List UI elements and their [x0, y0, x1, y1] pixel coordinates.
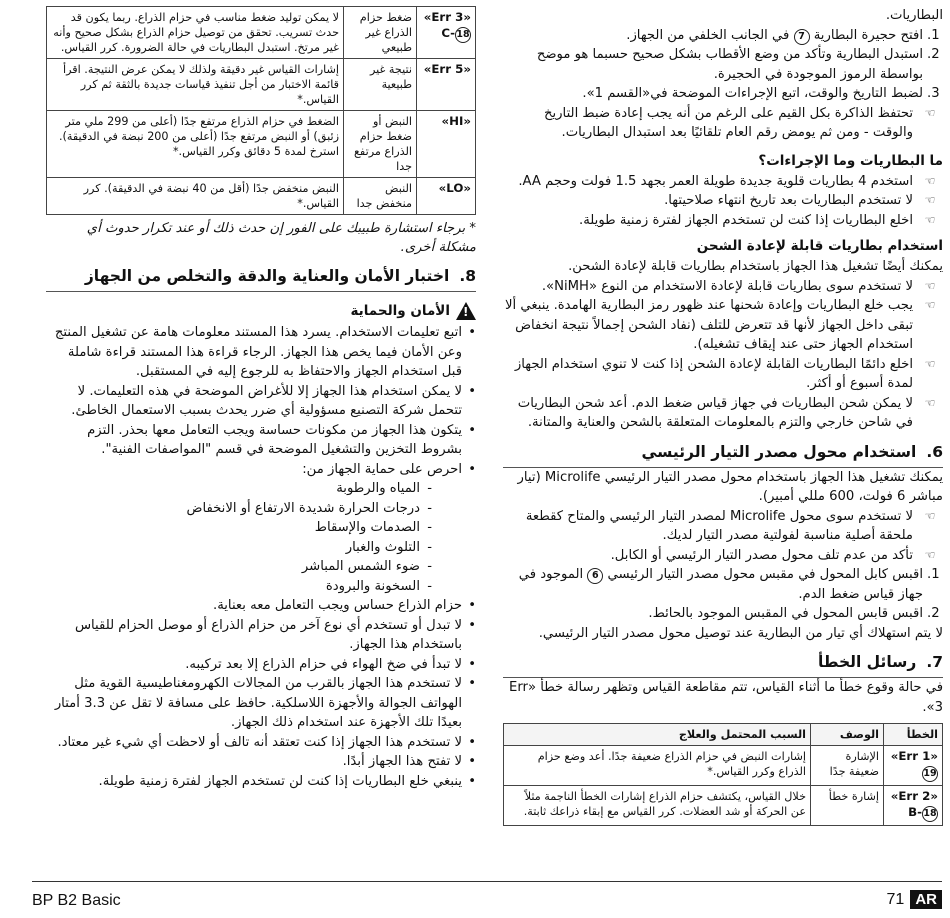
- list-item: - المياه والرطوبة: [46, 479, 442, 499]
- safety-heading: ! الأمان والحماية: [46, 302, 476, 320]
- step-3: 3. لضبط التاريخ والوقت، اتبع الإجراءات الموضحة في«القسم 1».: [582, 86, 940, 101]
- list-item: ☜ لا تستخدم سوى محول Microlife لمصدر التيار الرئيسي والمتاح كقطعة ملحقة أصلية مناسبة لفولتية مصدر التيار لديك.: [503, 507, 943, 546]
- memory-note: ☜ تحتفظ الذاكرة بكل القيم على الرغم من أنه يجب إعادة ضبط التاريخ والوقت - ومن ثم يومض رقم العام تلقائيًا بعد استبدال البطاريات.: [503, 104, 943, 143]
- list-item: - الصدمات والإسقاط: [46, 518, 442, 538]
- list-item: • لا تستخدم هذا الجهاز إذا كنت تعتقد أنه تالف أو لاحظت أي شيء غير معتاد.: [46, 733, 476, 753]
- list-item: - السخونة والبرودة: [46, 577, 442, 597]
- table-row: [47, 111, 476, 178]
- rechargeable-heading: استخدام بطاريات قابلة لإعادة الشحن: [696, 238, 943, 254]
- language-badge: AR: [910, 890, 942, 909]
- table-row: [47, 178, 476, 215]
- left-column: [46, 0, 476, 791]
- warning-triangle-icon: [456, 302, 476, 320]
- list-item: • اتبع تعليمات الاستخدام. يسرد هذا المستند معلومات هامة عن تشغيل المنتج وعن الأمان فيما يخص هذا الجهاز. الرجاء قراءة هذا المستند قراءة شاملة قبل استخدام الجهاز والاحتفاظ به للرجوع إليه في المستقبل.: [46, 323, 476, 382]
- protect-list: [46, 479, 476, 596]
- section-6-note: لا يتم استهلاك أي تيار من البطارية عند توصيل محول مصدر التيار الرئيسي.: [538, 625, 943, 641]
- pointing-hand-icon: ☜: [924, 173, 936, 188]
- list-item: - ضوء الشمس المباشر: [46, 557, 442, 577]
- list-item: ☜ لا تستخدم البطاريات بعد تاريخ انتهاء صلاحيتها.: [503, 191, 943, 211]
- list-item: • يتكون هذا الجهاز من مكونات حساسة ويجب التعامل معها بحذر. التزم بشروط التخزين والتشغيل الموضحة في قسم "المواصفات الفنية".: [46, 421, 476, 460]
- callout-7: 7: [794, 29, 810, 45]
- page-number: 71: [886, 890, 905, 908]
- list-item: • لا تبدل أو تستخدم أي نوع آخر من حزام الذراع أو موصل الحزام للقياس باستخدام هذا الجهاز.: [46, 616, 476, 655]
- list-item: • لا تفتح هذا الجهاز أبدًا.: [46, 752, 476, 772]
- error-cause: إشارات القياس غير دقيقة ولذلك لا يمكن عرض النتيجة. اقرأ قائمة الاختبار من أجل تنفيذ قياسات جديدة بالثقة ثم كرر القياس.*: [47, 59, 344, 111]
- pointing-hand-icon: ☜: [924, 298, 936, 312]
- table-row: [504, 786, 943, 826]
- page-footer: [887, 890, 942, 909]
- section-7-heading: 7. رسائل الخطأ: [503, 653, 943, 678]
- table-row: [504, 746, 943, 786]
- error-code: «Err 2» 18-B: [884, 786, 943, 826]
- error-code: «Err 5»: [417, 59, 476, 111]
- safety-list: [46, 323, 476, 479]
- adapter-step-1: 1. اقبس كابل المحول في مقبس محول مصدر التيار الرئيسي 6 الموجود في جهاز قياس ضغط الدم.: [518, 567, 940, 602]
- rechargeable-list: [503, 277, 943, 433]
- step-1: 1. افتح حجيرة البطارية 7 في الجانب الخلفي من الجهاز.: [626, 27, 940, 43]
- error-cause: النبض منخفض جدًا (أقل من 40 نبضة في الدقيقة). كرر القياس.*: [47, 178, 344, 215]
- section-7-intro: في حالة وقوع خطأ ما أثناء القياس، تتم مقاطعة القياس وتظهر رسالة خطأ «Err 3».: [508, 680, 943, 715]
- section-6-heading: 6. استخدام محول مصدر التيار الرئيسي: [503, 443, 943, 468]
- error-code: «HI»: [417, 111, 476, 178]
- pointing-hand-icon: ☜: [924, 356, 936, 371]
- pointing-hand-icon: ☜: [924, 278, 936, 293]
- battery-steps: [503, 26, 943, 104]
- list-item: ☜ يجب خلع البطاريات وإعادة شحنها عند ظهور رمز البطارية الهامدة. ينبغي ألا تبقى داخل الجهاز لأنها قد تتعرض للتلف (نفاد الشحن إجمالاً نتيجة انخفاض استخدام الجهاز حتى عند إيقاف تشغيله).: [503, 296, 943, 355]
- col-description: الوصف: [811, 724, 884, 746]
- list-item: • لا تستخدم هذا الجهاز بالقرب من المجالات الكهرومغناطيسية القوية مثل الهواتف الجوالة والأجهزة اللاسلكية. حافظ على مسافة لا تقل عن 3.3 أمتار بعيدًا تلك الأجهزة عند استخدام ذلك الجهاز.: [46, 674, 476, 733]
- callout-18: 18: [922, 806, 938, 822]
- table-header-row: [504, 724, 943, 746]
- section-6-intro: يمكنك تشغيل هذا الجهاز باستخدام محول مصدر التيار الرئيسي Microlife (تيار مباشر 6 فولت، 600 مللي أمبير).: [517, 469, 943, 504]
- pointing-hand-icon: ☜: [924, 547, 936, 562]
- list-item: • لا يمكن استخدام هذا الجهاز إلا للأغراض الموضحة في هذه التعليمات. لا تتحمل شركة التصنيع مسؤولية أي ضرر يحدث بسبب الاستعمال الخاطئ.: [46, 382, 476, 421]
- error-cause: لا يمكن توليد ضغط مناسب في حزام الذراع. ربما يكون قد حدث تسريب. تحقق من توصيل حزام الذراع بشكل صحيح وأنه غير مرتخ. استبدل البطاريات في حالة الضرورة. كرر القياس.: [47, 7, 344, 59]
- pointing-hand-icon: ☜: [924, 212, 936, 227]
- callout-18: 18: [455, 27, 471, 43]
- list-item: • احرص على حماية الجهاز من:: [46, 460, 476, 480]
- list-item: - درجات الحرارة شديدة الارتفاع أو الانخفاض: [46, 499, 442, 519]
- product-name: BP B2 Basic: [32, 892, 121, 909]
- list-item: ☜ لا تستخدم سوى بطاريات قابلة لإعادة الاستخدام من النوع «NiMH».: [503, 277, 943, 297]
- error-code: «Err 3» 18-C: [417, 7, 476, 59]
- table-row: [47, 7, 476, 59]
- error-desc: إشارة خطأ: [811, 786, 884, 826]
- which-batteries-heading: ما البطاريات وما الإجراءات؟: [758, 152, 943, 169]
- callout-19: 19: [922, 766, 938, 782]
- error-cause: إشارات النبض في حزام الذراع ضعيفة جدًا. أعد وضع حزام الذراع وكرر القياس.*: [504, 746, 811, 786]
- pointing-hand-icon: ☜: [924, 193, 936, 207]
- step-2: 2. استبدل البطارية وتأكد من وضع الأقطاب بشكل صحيح حسبما هو موضح بواسطة الرموز الموجودة في الحجيرة.: [536, 47, 940, 82]
- error-desc: النبض منخفض جدا: [344, 178, 417, 215]
- error-code: «Err 1» 19: [884, 746, 943, 786]
- rechargeable-intro: يمكنك أيضًا تشغيل هذا الجهاز باستخدام بطاريات قابلة لإعادة الشحن.: [568, 259, 943, 274]
- pointing-hand-icon: ☜: [924, 508, 936, 523]
- right-column: [503, 0, 943, 826]
- adapter-step-2: 2. اقبس قابس المحول في المقبس الموجود بالحائط.: [648, 606, 940, 621]
- pointing-hand-icon: ☜: [924, 105, 936, 120]
- error-table-part1: [503, 723, 943, 826]
- safety-list-2: [46, 596, 476, 791]
- list-item: ☜ اخلع دائمًا البطاريات القابلة لإعادة الشحن إذا كنت لا تنوي استخدام الجهاز لمدة أسبوع أو أكثر.: [503, 355, 943, 394]
- list-item: ☜ تأكد من عدم تلف محول مصدر التيار الرئيسي أو الكابل.: [503, 546, 943, 566]
- list-item: • لا تبدأ في ضخ الهواء في حزام الذراع إلا بعد تركيبه.: [46, 655, 476, 675]
- list-item: ☜ اخلع البطاريات إذا كنت لن تستخدم الجهاز لفترة زمنية طويلة.: [503, 211, 943, 231]
- error-desc: نتيجة غير طبيعية: [344, 59, 417, 111]
- footnote: * برجاء استشارة طبيبك على الفور إن حدث ذلك أو عند تكرار حدوث أي مشكلة أخرى.: [86, 221, 476, 255]
- pointing-hand-icon: ☜: [924, 395, 936, 410]
- section-8-heading: 8. اختبار الأمان والعناية والدقة والتخلص من الجهاز: [46, 267, 476, 292]
- col-error: الخطأ: [884, 724, 943, 746]
- error-desc: النبض أو ضغط حزام الذراع مرتفع جدا: [344, 111, 417, 178]
- error-desc: ضغط حزام الذراع غير طبيعي: [344, 7, 417, 59]
- error-desc: الإشارة ضعيفة جدًا: [811, 746, 884, 786]
- list-item: ☜ استخدم 4 بطاريات قلوية جديدة طويلة العمر بجهد 1.5 فولت وحجم AA.: [503, 172, 943, 192]
- intro-line: البطاريات.: [885, 8, 943, 23]
- error-code: «LO»: [417, 178, 476, 215]
- error-cause: الضغط في حزام الذراع مرتفع جدًا (أعلى من 299 ملي متر زئبق) أو النبض مرتفع جدًا (أعلى من 200 نبضة في الدقيقة). استرخ لمدة 5 دقائق وكرر القياس.*: [47, 111, 344, 178]
- list-item: - التلوث والغبار: [46, 538, 442, 558]
- list-item: • ينبغي خلع البطاريات إذا كنت لن تستخدم الجهاز لفترة زمنية طويلة.: [46, 772, 476, 792]
- list-item: • حزام الذراع حساس ويجب التعامل معه بعناية.: [46, 596, 476, 616]
- callout-6: 6: [587, 568, 603, 584]
- error-cause: خلال القياس، يكتشف حزام الذراع إشارات الخطأ الناجمة مثلاً عن الحركة أو شد العضلات. كرر القياس مع إبقاء ذراعك ثابتة.: [504, 786, 811, 826]
- footer-divider: [32, 881, 942, 882]
- col-cause: السبب المحتمل والعلاج: [504, 724, 811, 746]
- which-batteries-list: [503, 172, 943, 231]
- list-item: ☜ لا يمكن شحن البطاريات في جهاز قياس ضغط الدم. أعد شحن البطاريات في شاحن خارجي والتزم بالمعلومات المتعلقة بالشحن والعناية والمتانة.: [503, 394, 943, 433]
- error-table-part2: [46, 6, 476, 215]
- table-row: [47, 59, 476, 111]
